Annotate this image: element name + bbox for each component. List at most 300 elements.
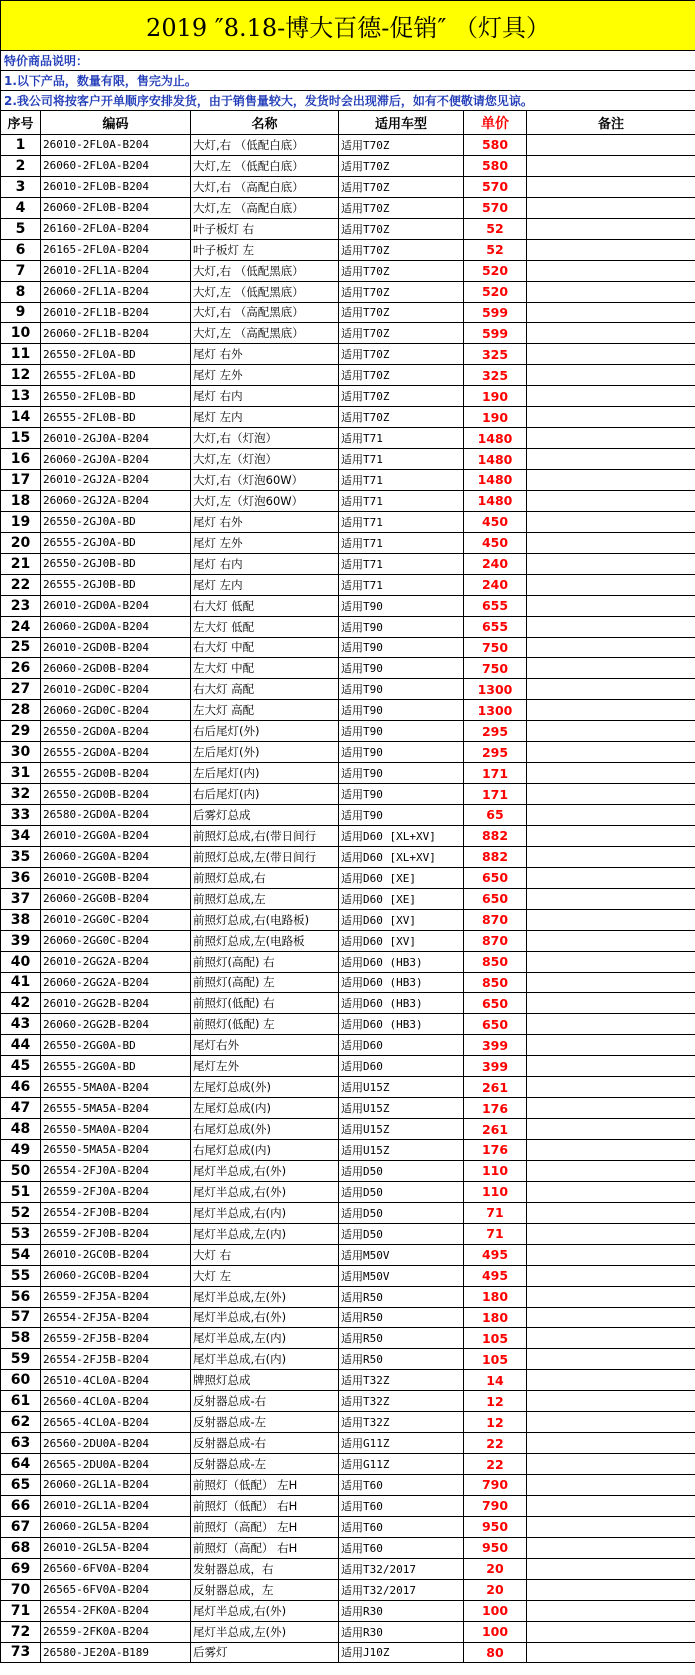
part-name: 前照灯总成,左(带日间行 [191,846,339,867]
row-index: 14 [1,407,41,428]
unit-price: 190 [464,386,527,407]
unit-price: 65 [464,805,527,826]
vehicle-model: 适用T70Z [339,407,464,428]
part-code: 26550-2GD0B-B204 [41,784,191,805]
table-row [1,1244,695,1265]
header-name: 名称 [191,111,339,135]
table-row [1,784,695,805]
remark [527,909,695,930]
unit-price: 20 [464,1579,527,1600]
vehicle-model: 适用T71 [339,511,464,532]
vehicle-model: 适用R30 [339,1621,464,1642]
table-row [1,805,695,826]
row-index: 10 [1,323,41,344]
unit-price: 450 [464,532,527,553]
vehicle-model: 适用R50 [339,1286,464,1307]
table-row [1,532,695,553]
part-name: 尾灯右外 [191,1035,339,1056]
row-index: 24 [1,616,41,637]
remark [527,972,695,993]
remark [527,1558,695,1579]
table-row [1,553,695,574]
table-row [1,909,695,930]
table-row [1,1035,695,1056]
row-index: 20 [1,532,41,553]
part-name: 前照灯（低配） 右H [191,1495,339,1516]
row-index: 26 [1,658,41,679]
vehicle-model: 适用U15Z [339,1077,464,1098]
part-name: 前照灯(低配) 右 [191,993,339,1014]
part-name: 发射器总成，右 [191,1558,339,1579]
vehicle-model: 适用T60 [339,1475,464,1496]
part-code: 26550-5MA0A-B204 [41,1119,191,1140]
unit-price: 599 [464,302,527,323]
part-code: 26559-2FK0A-B204 [41,1621,191,1642]
remark [527,1454,695,1475]
remark [527,135,695,156]
remark [527,490,695,511]
vehicle-model: 适用G11Z [339,1433,464,1454]
part-code: 26550-2FL0B-BD [41,386,191,407]
part-name: 反射器总成-左 [191,1412,339,1433]
part-code: 26565-6FV0A-B204 [41,1579,191,1600]
vehicle-model: 适用T90 [339,679,464,700]
row-index: 50 [1,1160,41,1181]
vehicle-model: 适用T71 [339,574,464,595]
vehicle-model: 适用T70Z [339,386,464,407]
vehicle-model: 适用R30 [339,1600,464,1621]
row-index: 70 [1,1579,41,1600]
table-row [1,1160,695,1181]
row-index: 39 [1,930,41,951]
unit-price: 180 [464,1307,527,1328]
part-code: 26010-2GG0A-B204 [41,825,191,846]
vehicle-model: 适用D60 (HB3) [339,951,464,972]
row-index: 9 [1,302,41,323]
vehicle-model: 适用T71 [339,490,464,511]
remark [527,1286,695,1307]
part-name: 尾灯半总成,右(外) [191,1181,339,1202]
part-code: 26565-2DU0A-B204 [41,1454,191,1475]
table-header-row [1,111,695,135]
unit-price: 52 [464,239,527,260]
table-row [1,1433,695,1454]
part-name: 右后尾灯(外) [191,721,339,742]
unit-price: 100 [464,1600,527,1621]
header-model: 适用车型 [339,111,464,135]
part-name: 尾灯 右内 [191,553,339,574]
part-code: 26060-2GG0A-B204 [41,846,191,867]
part-code: 26060-2GL5A-B204 [41,1516,191,1537]
table-row [1,260,695,281]
row-index: 15 [1,428,41,449]
part-code: 26060-2FL0A-B204 [41,155,191,176]
table-row [1,825,695,846]
row-index: 63 [1,1433,41,1454]
part-code: 26560-6FV0A-B204 [41,1558,191,1579]
part-code: 26010-2GD0B-B204 [41,637,191,658]
part-name: 尾灯 右外 [191,344,339,365]
part-code: 26160-2FL0A-B204 [41,218,191,239]
remark [527,1307,695,1328]
unit-price: 570 [464,197,527,218]
remark [527,407,695,428]
row-index: 18 [1,490,41,511]
remark [527,1600,695,1621]
part-name: 大灯,左 （低配白底） [191,155,339,176]
table-row [1,1600,695,1621]
part-code: 26010-2GG2A-B204 [41,951,191,972]
vehicle-model: 适用T71 [339,470,464,491]
part-name: 尾灯 右外 [191,511,339,532]
vehicle-model: 适用T90 [339,763,464,784]
remark [527,218,695,239]
remark [527,721,695,742]
table-row [1,511,695,532]
remark [527,1181,695,1202]
part-name: 右尾灯总成(外) [191,1119,339,1140]
part-code: 26010-2GG0C-B204 [41,909,191,930]
row-index: 33 [1,805,41,826]
vehicle-model: 适用D60 (HB3) [339,993,464,1014]
table-row [1,176,695,197]
unit-price: 110 [464,1160,527,1181]
part-name: 大灯,左（灯泡60W） [191,490,339,511]
part-code: 26010-2GJ0A-B204 [41,428,191,449]
table-row [1,930,695,951]
unit-price: 520 [464,281,527,302]
part-name: 左后尾灯(内) [191,763,339,784]
row-index: 19 [1,511,41,532]
unit-price: 100 [464,1621,527,1642]
vehicle-model: 适用T90 [339,658,464,679]
remark [527,930,695,951]
vehicle-model: 适用D60 [XL+XV] [339,846,464,867]
unit-price: 20 [464,1558,527,1579]
row-index: 12 [1,365,41,386]
remark [527,1098,695,1119]
remark [527,323,695,344]
part-code: 26060-2GG2B-B204 [41,1014,191,1035]
row-index: 65 [1,1475,41,1496]
remark [527,1537,695,1558]
table-row [1,1412,695,1433]
remark [527,825,695,846]
remark [527,1475,695,1496]
remark [527,1642,695,1663]
part-name: 尾灯半总成,右(外) [191,1600,339,1621]
part-name: 前照灯总成,右 [191,867,339,888]
part-code: 26060-2GD0C-B204 [41,700,191,721]
part-name: 前照灯（高配） 右H [191,1537,339,1558]
remark [527,1160,695,1181]
row-index: 4 [1,197,41,218]
vehicle-model: 适用D50 [339,1181,464,1202]
part-code: 26554-2FJ0A-B204 [41,1160,191,1181]
table-row [1,490,695,511]
part-name: 尾灯半总成,左(外) [191,1621,339,1642]
row-index: 46 [1,1077,41,1098]
row-index: 30 [1,742,41,763]
part-code: 26559-2FJ5A-B204 [41,1286,191,1307]
row-index: 38 [1,909,41,930]
remark [527,846,695,867]
unit-price: 580 [464,135,527,156]
remark [527,1391,695,1412]
row-index: 7 [1,260,41,281]
vehicle-model: 适用T70Z [339,260,464,281]
vehicle-model: 适用T70Z [339,218,464,239]
vehicle-model: 适用T70Z [339,176,464,197]
part-code: 26010-2GJ2A-B204 [41,470,191,491]
part-code: 26550-2GG0A-BD [41,1035,191,1056]
part-code: 26554-2FJ5A-B204 [41,1307,191,1328]
unit-price: 190 [464,407,527,428]
remark [527,574,695,595]
remark [527,1014,695,1035]
part-name: 后雾灯 [191,1642,339,1663]
part-name: 大灯,右 （高配黑底） [191,302,339,323]
vehicle-model: 适用T71 [339,449,464,470]
row-index: 54 [1,1244,41,1265]
remark [527,449,695,470]
part-name: 反射器总成-右 [191,1391,339,1412]
table-row [1,972,695,993]
vehicle-model: 适用T70Z [339,281,464,302]
remark [527,1370,695,1391]
unit-price: 240 [464,553,527,574]
vehicle-model: 适用R50 [339,1349,464,1370]
unit-price: 1480 [464,470,527,491]
part-code: 26060-2FL1B-B204 [41,323,191,344]
table-row [1,1454,695,1475]
remark [527,281,695,302]
row-index: 40 [1,951,41,972]
row-index: 8 [1,281,41,302]
vehicle-model: 适用T90 [339,784,464,805]
table-row [1,574,695,595]
unit-price: 12 [464,1391,527,1412]
unit-price: 325 [464,365,527,386]
header-code: 编码 [41,111,191,135]
remark [527,1349,695,1370]
unit-price: 22 [464,1454,527,1475]
table-row [1,1202,695,1223]
unit-price: 1480 [464,449,527,470]
row-index: 16 [1,449,41,470]
remark [527,1119,695,1140]
vehicle-model: 适用D60 (HB3) [339,972,464,993]
part-name: 左大灯 高配 [191,700,339,721]
row-index: 35 [1,846,41,867]
part-code: 26010-2FL0B-B204 [41,176,191,197]
remark [527,867,695,888]
table-row [1,1077,695,1098]
row-index: 64 [1,1454,41,1475]
part-code: 26060-2GG0B-B204 [41,888,191,909]
part-code: 26060-2GD0A-B204 [41,616,191,637]
table-row [1,302,695,323]
unit-price: 399 [464,1056,527,1077]
part-code: 26165-2FL0A-B204 [41,239,191,260]
table-row [1,1328,695,1349]
unit-price: 870 [464,909,527,930]
remark [527,1056,695,1077]
part-name: 叶子板灯 右 [191,218,339,239]
part-name: 尾灯半总成,左(内) [191,1328,339,1349]
part-name: 左大灯 中配 [191,658,339,679]
unit-price: 495 [464,1265,527,1286]
row-index: 37 [1,888,41,909]
part-code: 26550-2FL0A-BD [41,344,191,365]
part-code: 26555-2FL0B-BD [41,407,191,428]
part-code: 26060-2GG0C-B204 [41,930,191,951]
table-row [1,239,695,260]
unit-price: 399 [464,1035,527,1056]
table-row [1,846,695,867]
part-code: 26010-2FL1A-B204 [41,260,191,281]
part-code: 26555-2GG0A-BD [41,1056,191,1077]
remark [527,805,695,826]
part-name: 左后尾灯(外) [191,742,339,763]
table-row [1,1349,695,1370]
row-index: 42 [1,993,41,1014]
row-index: 29 [1,721,41,742]
vehicle-model: 适用T32Z [339,1370,464,1391]
row-index: 23 [1,595,41,616]
row-index: 27 [1,679,41,700]
unit-price: 12 [464,1412,527,1433]
row-index: 3 [1,176,41,197]
vehicle-model: 适用D60 [XV] [339,909,464,930]
vehicle-model: 适用T90 [339,595,464,616]
table-row [1,155,695,176]
unit-price: 650 [464,888,527,909]
row-index: 72 [1,1621,41,1642]
table-row [1,1140,695,1161]
vehicle-model: 适用T71 [339,428,464,449]
table-row [1,1370,695,1391]
part-name: 前照灯总成,右(带日间行 [191,825,339,846]
part-code: 26559-2FJ5B-B204 [41,1328,191,1349]
part-name: 尾灯 右内 [191,386,339,407]
unit-price: 176 [464,1140,527,1161]
part-code: 26555-2GJ0B-BD [41,574,191,595]
table-row [1,1119,695,1140]
remark [527,1265,695,1286]
table-row [1,135,695,156]
unit-price: 650 [464,867,527,888]
part-code: 26010-2GG0B-B204 [41,867,191,888]
row-index: 22 [1,574,41,595]
part-code: 26555-2GD0B-B204 [41,763,191,784]
part-name: 右大灯 中配 [191,637,339,658]
part-code: 26010-2GD0A-B204 [41,595,191,616]
part-code: 26510-4CL0A-B204 [41,1370,191,1391]
table-row [1,1579,695,1600]
vehicle-model: 适用T70Z [339,239,464,260]
part-name: 前照灯(高配) 左 [191,972,339,993]
remark [527,1202,695,1223]
vehicle-model: 适用D60 [XE] [339,867,464,888]
part-name: 大灯,右 （低配白底） [191,135,339,156]
part-code: 26559-2FJ0B-B204 [41,1223,191,1244]
vehicle-model: 适用T70Z [339,302,464,323]
unit-price: 105 [464,1349,527,1370]
part-code: 26580-JE20A-B189 [41,1642,191,1663]
vehicle-model: 适用T90 [339,742,464,763]
table-row [1,428,695,449]
table-row [1,763,695,784]
unit-price: 790 [464,1475,527,1496]
unit-price: 882 [464,846,527,867]
table-row [1,1391,695,1412]
unit-price: 750 [464,637,527,658]
unit-price: 1480 [464,490,527,511]
part-name: 尾灯半总成,左(内) [191,1223,339,1244]
part-name: 尾灯半总成,右(内) [191,1349,339,1370]
part-name: 左尾灯总成(外) [191,1077,339,1098]
table-row [1,951,695,972]
part-name: 大灯,右（灯泡） [191,428,339,449]
vehicle-model: 适用U15Z [339,1119,464,1140]
page-title: 2019 ″8.18-博大百德-促销″ （灯具） [1,1,695,51]
part-name: 前照灯（低配） 左H [191,1475,339,1496]
part-name: 尾灯 左外 [191,532,339,553]
row-index: 32 [1,784,41,805]
unit-price: 870 [464,930,527,951]
table-row [1,407,695,428]
vehicle-model: 适用D50 [339,1202,464,1223]
row-index: 47 [1,1098,41,1119]
vehicle-model: 适用T60 [339,1516,464,1537]
part-name: 大灯,左 （高配白底） [191,197,339,218]
row-index: 53 [1,1223,41,1244]
part-name: 大灯,左（灯泡） [191,449,339,470]
part-name: 大灯,左 （低配黑底） [191,281,339,302]
row-index: 49 [1,1140,41,1161]
table-row [1,470,695,491]
row-index: 66 [1,1495,41,1516]
part-name: 反射器总成-右 [191,1433,339,1454]
table-row [1,365,695,386]
part-name: 大灯,右 （低配黑底） [191,260,339,281]
vehicle-model: 适用D60 [339,1035,464,1056]
row-index: 68 [1,1537,41,1558]
part-code: 26060-2GJ0A-B204 [41,449,191,470]
part-code: 26010-2GG2B-B204 [41,993,191,1014]
table-row [1,218,695,239]
part-name: 大灯 左 [191,1265,339,1286]
row-index: 43 [1,1014,41,1035]
table-row [1,386,695,407]
part-name: 牌照灯总成 [191,1370,339,1391]
remark [527,260,695,281]
part-name: 大灯 右 [191,1244,339,1265]
table-row [1,1098,695,1119]
part-code: 26565-4CL0A-B204 [41,1412,191,1433]
remark [527,365,695,386]
table-row [1,867,695,888]
unit-price: 1300 [464,679,527,700]
unit-price: 790 [464,1495,527,1516]
table-row [1,679,695,700]
part-code: 26555-5MA0A-B204 [41,1077,191,1098]
table-row [1,1056,695,1077]
table-row [1,1495,695,1516]
part-code: 26550-2GJ0B-BD [41,553,191,574]
vehicle-model: 适用T70Z [339,344,464,365]
